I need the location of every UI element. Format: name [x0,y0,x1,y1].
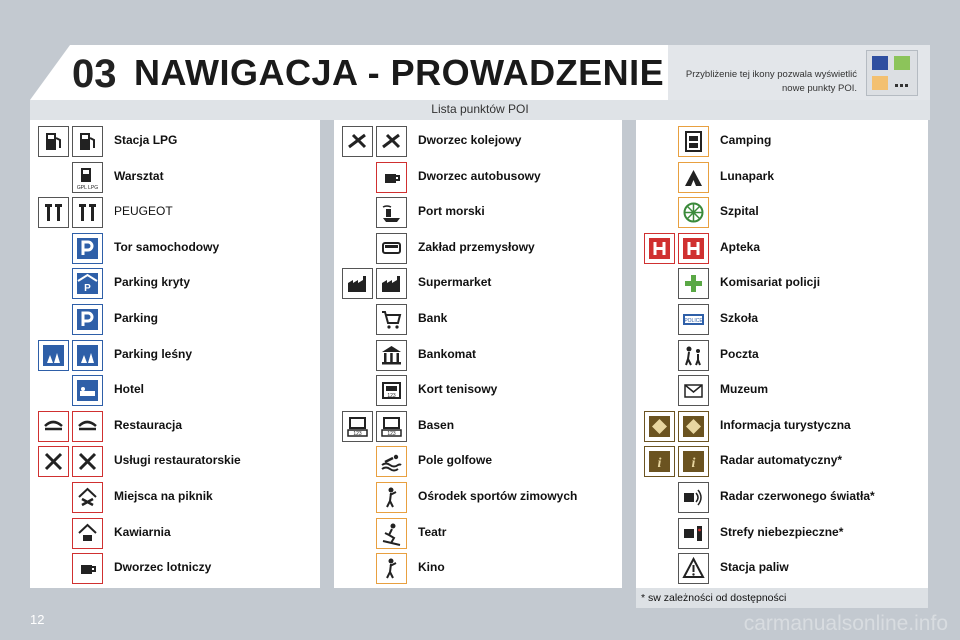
poi-row [636,231,928,267]
poi-label: Zakład przemysłowy [418,239,535,254]
forest-parking-icon [38,340,69,371]
fuel-pump-icon [72,162,103,193]
poi-row [334,266,622,302]
tennis-icon [376,411,407,442]
poi-row [334,480,622,516]
poi-label: Komisariat policji [720,275,821,290]
restaurant-services-icon [38,446,69,477]
poi-label: Supermarket [418,275,492,290]
poi-label: Muzeum [720,382,768,397]
poi-column-1 [30,120,320,588]
poi-row [30,266,320,302]
poi-row [636,516,928,552]
shopping-cart-icon [376,304,407,335]
poi-label: Camping [720,133,772,147]
ski-icon [376,518,407,549]
poi-label: Ośrodek sportów zimowych [418,489,578,503]
poi-label: Pole golfowe [418,453,493,468]
poi-label: Usługi restauratorskie [114,453,241,468]
forest-parking-icon [72,340,103,371]
factory-icon [342,268,373,299]
poi-row [334,124,622,160]
poi-label: Miejsca na piknik [114,489,213,503]
svg-text:i: i [657,456,662,472]
pharmacy-icon [678,268,709,299]
red-light-radar-icon [678,518,709,549]
poi-row [636,195,928,231]
cinema-icon [678,126,709,157]
zoom-note-line1: Przybliżenie tej ikony pozwala wyświetlić [685,69,857,80]
poi-row [30,480,320,516]
poi-row [334,302,622,338]
airport-icon [376,162,407,193]
svg-text:i: i [691,456,696,472]
poi-row [636,551,928,587]
atm-icon [376,375,407,406]
poi-label: Port morski [418,204,485,219]
poi-label: Lunapark [720,168,775,183]
poi-label: Szpital [720,204,759,219]
poi-list-title: Lista punktów POI [431,102,529,116]
lpg-station-icon [38,126,69,157]
poi-label: Stacja LPG [114,133,178,147]
poi-row [334,338,622,374]
poi-row [30,338,320,374]
camping-icon [678,162,709,193]
poi-label: Teatr [418,524,447,539]
poi-row [30,160,320,196]
info-icon [678,446,709,477]
page-number: 12 [30,612,45,627]
hotel-icon [72,375,103,406]
tennis-icon [342,411,373,442]
poi-label: Kort tenisowy [418,382,498,397]
peugeot-lion-icon [38,197,69,228]
poi-label: Poczta [720,346,759,361]
poi-label: Kino [418,560,445,575]
mail-icon [678,375,709,406]
golf-icon [376,553,407,584]
poi-row [334,516,622,552]
bank-icon [376,340,407,371]
poi-label: Parking [114,311,159,325]
poi-row [334,160,622,196]
poi-row [636,160,928,196]
poi-column-3 [636,120,928,588]
train-station-icon [376,126,407,157]
header-corner-cut [30,45,70,100]
chapter-number: 03 [72,52,117,96]
svg-text:GPL LPG: GPL LPG [76,184,99,190]
poi-row [334,373,622,409]
svg-text:P: P [84,283,91,295]
poi-label: Stacja paliw [720,560,789,575]
poi-label: Radar automatyczny* [720,453,843,468]
poi-label: Radar czerwonego światła* [720,489,875,503]
poi-row [636,302,928,338]
factory-icon [376,268,407,299]
poi-row [636,124,928,160]
svg-text:123: 123 [387,430,396,437]
poi-label: Bank [418,311,448,325]
hospital-icon [644,233,675,264]
poi-label: Warsztat [114,168,164,183]
police-icon [678,304,709,335]
poi-label: Parking kryty [114,275,191,290]
poi-row [334,231,622,267]
footnote: * sw zależności od dostępności [641,592,787,604]
poi-row [30,231,320,267]
parking-icon [72,233,103,264]
poi-label: Dworzec lotniczy [114,560,212,575]
svg-text:POLICE: POLICE [684,318,703,324]
poi-label: Hotel [114,382,144,397]
svg-text:123: 123 [387,393,396,400]
poi-row [636,480,928,516]
poi-label: Informacja turystyczna [720,417,851,432]
poi-row [636,409,928,445]
poi-label: Apteka [720,239,761,254]
golf-icon [376,482,407,513]
poi-row [30,373,320,409]
poi-label: Parking leśny [114,346,193,361]
watermark: carmanualsonline.info [743,612,948,635]
museum-icon [644,411,675,442]
poi-row [30,444,320,480]
hospital-icon [678,233,709,264]
poi-label: PEUGEOT [114,204,173,219]
poi-row [636,373,928,409]
poi-row [30,551,320,587]
poi-row [30,195,320,231]
poi-label: Strefy niebezpieczne* [720,524,844,539]
peugeot-lion-icon [72,197,103,228]
zoom-note [672,68,857,96]
restaurant-icon [38,411,69,442]
restaurant-services-icon [72,446,103,477]
poi-label: Dworzec kolejowy [418,133,522,147]
radar-icon [678,482,709,513]
poi-row [334,444,622,480]
port-icon [376,197,407,228]
airport-icon [72,553,103,584]
cafe-icon [72,518,103,549]
poi-label: Restauracja [114,417,183,432]
poi-row [636,338,928,374]
covered-parking-icon [72,268,103,299]
train-station-icon [342,126,373,157]
page-title: NAWIGACJA - PROWADZENIE [134,52,665,93]
poi-row [30,516,320,552]
poi-column-2 [334,120,622,588]
zoom-note-line2: nowe punkty POI. [782,83,857,94]
poi-label: Basen [418,417,455,432]
poi-row [636,444,928,480]
restaurant-icon [72,411,103,442]
poi-row [30,409,320,445]
map-zoom-icon [866,50,918,96]
poi-row [636,266,928,302]
amusement-park-icon [678,197,709,228]
poi-label: Tor samochodowy [114,239,220,254]
swimming-icon [376,446,407,477]
poi-label: Szkoła [720,311,759,325]
danger-zone-icon [678,553,709,584]
lpg-station-icon [72,126,103,157]
poi-row [334,551,622,587]
picnic-icon [72,482,103,513]
poi-row [334,195,622,231]
poi-label: Dworzec autobusowy [418,168,541,183]
poi-row [30,124,320,160]
school-icon [678,340,709,371]
poi-row [334,409,622,445]
info-icon [644,446,675,477]
parking-icon [72,304,103,335]
poi-label: Kawiarnia [114,524,171,539]
poi-label: Bankomat [418,346,477,361]
bus-icon [376,233,407,264]
poi-row [30,302,320,338]
museum-icon [678,411,709,442]
svg-text:123: 123 [353,430,362,437]
